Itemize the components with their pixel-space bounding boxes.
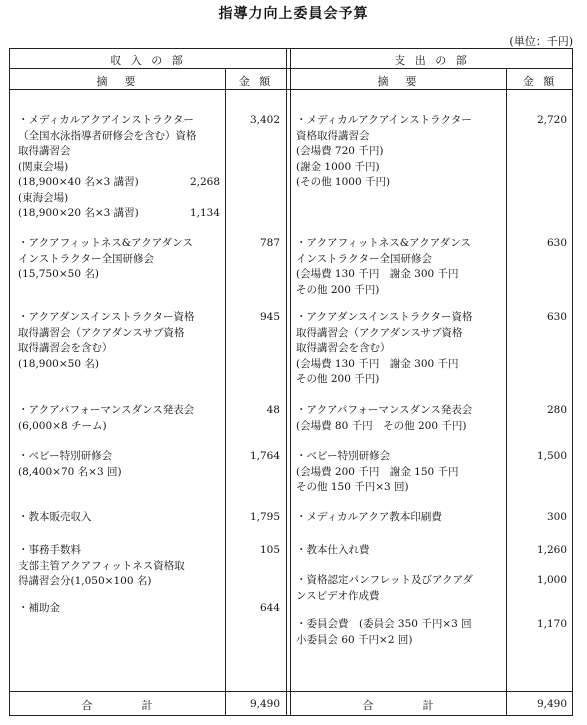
expense-item-amount: 630	[546, 237, 567, 249]
expense-item-line: ・アクアフィットネス&アクアダンス	[296, 237, 471, 249]
income-item-amount: 105	[259, 544, 280, 556]
expense-item-line: ・資格認定パンフレット及びアクアダ	[296, 574, 473, 586]
income-item-line: 取得講習会を含む）	[18, 342, 113, 354]
income-item-amount: 48	[266, 404, 280, 416]
income-item-desc	[18, 601, 220, 617]
expense-item-line: ・アクアダンスインストラクター資格	[296, 311, 473, 323]
subheader-divider	[10, 89, 572, 90]
income-item-desc	[18, 403, 220, 434]
center-divider	[286, 49, 287, 715]
income-item-desc	[18, 236, 220, 283]
income-item-amount: 1,795	[249, 511, 280, 523]
expense-item-line: (会場費 130 千円 謝金 300 千円	[296, 268, 459, 280]
expense-item-amount: 1,000	[536, 574, 567, 586]
expense-item-line: その他 150 千円×3 回)	[296, 481, 409, 493]
expense-item-amount: 300	[546, 511, 567, 523]
income-item-line: インストラクター全国研修会	[18, 252, 154, 265]
expense-item-amount: 280	[546, 404, 567, 416]
income-item-line: ・アクアフィットネス&アクアダンス	[18, 237, 193, 249]
sub-item-text: (18,900×40 名×3 講習)	[18, 176, 139, 188]
income-item-line: ・ベビー特別研修会	[18, 450, 113, 462]
expense-item-desc	[296, 573, 502, 604]
income-item-line: 支部主管アクアフィットネス資格取	[18, 559, 185, 572]
expense-item-line: その他 200 千円)	[296, 373, 380, 385]
income-item-line: ・事務手数料	[18, 544, 81, 556]
income-header: 収 入 の 部	[110, 54, 186, 67]
income-item-amount: 945	[259, 311, 280, 323]
expense-item-amount: 630	[546, 311, 567, 323]
income-item-line: 得講習会分(1,050×100 名)	[18, 575, 152, 587]
income-item-line: ・補助金	[18, 602, 60, 614]
expense-item-desc	[296, 403, 502, 434]
expense-item-desc	[296, 617, 502, 648]
expense-item-line: ・アクアパフォーマンスダンス発表会	[296, 404, 473, 416]
income-item-line: (東海会場)	[18, 191, 69, 204]
page-title: 指導力向上委員会予算	[218, 6, 369, 22]
income-item-amount: 3,402	[249, 114, 280, 126]
income-item-line: (6,000×8 チーム)	[18, 419, 107, 432]
income-desc-header: 摘 要	[96, 75, 139, 88]
expense-desc-header: 摘 要	[377, 75, 420, 88]
income-amount-divider	[225, 68, 226, 715]
income-item-desc	[18, 113, 220, 222]
income-item-amount: 1,764	[249, 450, 280, 462]
expense-item-amount: 1,500	[536, 450, 567, 462]
income-item-line: (関東会場)	[18, 160, 69, 173]
sub-item-value: 1,134	[189, 207, 220, 219]
income-total-label: 合 計	[81, 699, 154, 712]
expense-item-line: (会場費 200 千円 謝金 150 千円	[296, 465, 459, 478]
income-item-line: (8,400×70 名×3 回)	[18, 465, 122, 478]
expense-item-line: その他 200 千円)	[296, 283, 380, 296]
income-item-line: ・アクアダンスインストラクター資格	[18, 311, 195, 323]
income-sub-item	[18, 175, 220, 191]
income-item-desc	[18, 310, 220, 372]
income-item-line: ・メディカルアクアインストラクター	[18, 114, 194, 126]
budget-table	[9, 48, 573, 716]
expense-item-line: ンスビデオ作成費	[296, 589, 380, 602]
expense-item-line: (会場費 720 千円)	[296, 145, 384, 157]
expense-item-desc	[296, 113, 502, 191]
income-amount-header: 金 額	[238, 75, 274, 88]
expense-item-line: 取得講習会（アクアダンスサブ資格	[296, 326, 463, 339]
income-item-line: ・教本販売収入	[18, 511, 92, 523]
sub-item-value: 2,268	[189, 176, 220, 188]
center-divider-double	[290, 49, 291, 715]
expense-item-desc	[296, 236, 502, 298]
expense-item-line: インストラクター全国研修会	[296, 252, 432, 265]
expense-item-line: 小委員会 60 千円×2 回)	[296, 633, 413, 646]
income-item-line: 取得講習会	[18, 145, 71, 157]
expense-item-amount: 1,170	[536, 618, 567, 630]
expense-item-line: ・教本仕入れ費	[296, 544, 370, 556]
income-item-line: (18,900×50 名)	[18, 357, 99, 370]
sub-item-text: (18,900×20 名×3 講習)	[18, 207, 139, 219]
income-sub-item	[18, 206, 220, 222]
expense-item-desc	[296, 310, 502, 388]
expense-item-line: (謝金 1000 千円)	[296, 160, 380, 173]
expense-item-line: (会場費 80 千円 その他 200 千円)	[296, 419, 467, 432]
total-divider	[10, 691, 572, 692]
expense-item-line: (会場費 130 千円 謝金 300 千円	[296, 357, 459, 370]
expense-item-line: ・委員会費 (委員会 350 千円×3 回	[296, 618, 472, 630]
income-item-line: （全国水泳指導者研修会を含む）資格	[18, 129, 197, 142]
expense-item-line: 資格取得講習会	[296, 129, 370, 142]
expense-item-desc	[296, 543, 502, 559]
expense-amount-header: 金 額	[522, 75, 558, 88]
expense-item-line: (その他 1000 千円)	[296, 176, 391, 188]
expense-item-amount: 2,720	[536, 114, 567, 126]
expense-item-desc	[296, 449, 502, 496]
income-item-line: ・アクアパフォーマンスダンス発表会	[18, 404, 195, 416]
income-item-desc	[18, 543, 220, 590]
income-item-amount: 644	[259, 602, 280, 614]
expense-item-line: ・ベビー特別研修会	[296, 450, 391, 462]
expense-item-line: ・メディカルアクア教本印刷費	[296, 511, 442, 523]
expense-item-line: 取得講習会を含む）	[296, 342, 391, 354]
income-total-value: 9,490	[249, 698, 280, 710]
income-item-line: (15,750×50 名)	[18, 268, 99, 280]
income-item-desc	[18, 449, 220, 480]
income-item-desc	[18, 510, 220, 526]
expense-item-line: ・メディカルアクアインストラクター	[296, 114, 472, 126]
unit-label: (単位：千円)	[509, 35, 573, 48]
header-divider	[10, 68, 572, 69]
income-item-amount: 787	[259, 237, 280, 249]
expense-item-amount: 1,260	[536, 544, 567, 556]
expense-total-value: 9,490	[536, 698, 567, 710]
expense-total-label: 合 計	[362, 699, 435, 712]
expense-item-desc	[296, 510, 502, 526]
income-item-line: 取得講習会（アクアダンスサブ資格	[18, 326, 185, 339]
expense-header: 支 出 の 部	[394, 54, 470, 67]
